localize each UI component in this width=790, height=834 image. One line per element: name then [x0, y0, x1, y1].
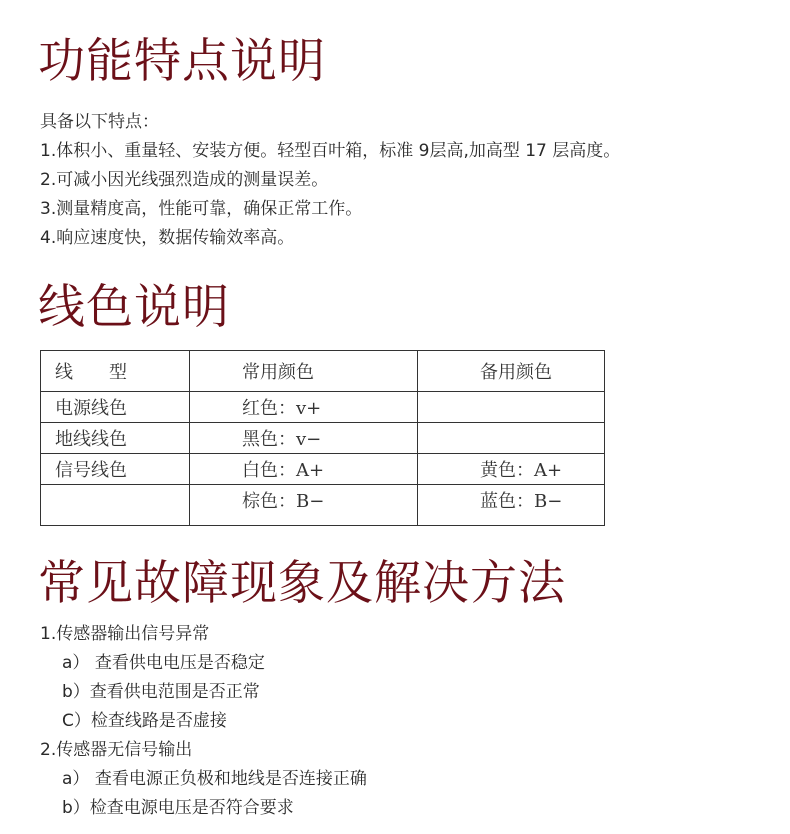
- faults-text: [40, 620, 367, 823]
- feature-item: 1.体积小、重量轻、安装方便。轻型百叶箱，标准 9层高,加高型 17 层高度。: [40, 141, 621, 161]
- table-row: [41, 485, 605, 526]
- header-common-color: 常用颜色: [190, 351, 418, 392]
- table-cell: 红色：v+: [190, 392, 418, 423]
- table-cell: 信号线色: [41, 454, 190, 485]
- header-backup-color: 备用颜色: [418, 351, 605, 392]
- table-row: [41, 423, 605, 454]
- table-cell: 电源线色: [41, 392, 190, 423]
- fault-item: b）查看供电范围是否正常: [62, 682, 260, 702]
- fault-group-heading: 2.传感器无信号输出: [40, 740, 193, 760]
- fault-item: b）检查电源电压是否符合要求: [62, 798, 294, 818]
- table-cell: [418, 423, 605, 454]
- feature-item: 2.可减小因光线强烈造成的测量误差。: [40, 170, 329, 190]
- wire-color-table: [40, 350, 605, 526]
- features-text: [40, 108, 620, 253]
- table-cell: [41, 485, 190, 526]
- table-cell: [418, 392, 605, 423]
- faults-title: 常见故障现象及解决方法: [38, 556, 566, 611]
- fault-item: a） 查看供电电压是否稳定: [62, 653, 265, 673]
- table-cell: 地线线色: [41, 423, 190, 454]
- wire-colors-title: 线色说明: [38, 280, 230, 335]
- table-header-row: [41, 351, 605, 392]
- feature-item: 3.测量精度高，性能可靠，确保正常工作。: [40, 199, 363, 219]
- features-title: 功能特点说明: [38, 34, 326, 89]
- table-cell: 黄色：A+: [418, 454, 605, 485]
- fault-item: C）检查线路是否虚接: [62, 711, 227, 731]
- table-cell: 黑色：v−: [190, 423, 418, 454]
- table-cell: 白色：A+: [190, 454, 418, 485]
- features-intro: 具备以下特点：: [40, 112, 159, 132]
- table-row: [41, 392, 605, 423]
- table-row: [41, 454, 605, 485]
- feature-item: 4.响应速度快，数据传输效率高。: [40, 228, 295, 248]
- table-cell: 棕色：B−: [190, 485, 418, 526]
- header-wire-type: 线 型: [41, 351, 190, 392]
- fault-group-heading: 1.传感器输出信号异常: [40, 624, 210, 644]
- table-cell: 蓝色：B−: [418, 485, 605, 526]
- fault-item: a） 查看电源正负极和地线是否连接正确: [62, 769, 367, 789]
